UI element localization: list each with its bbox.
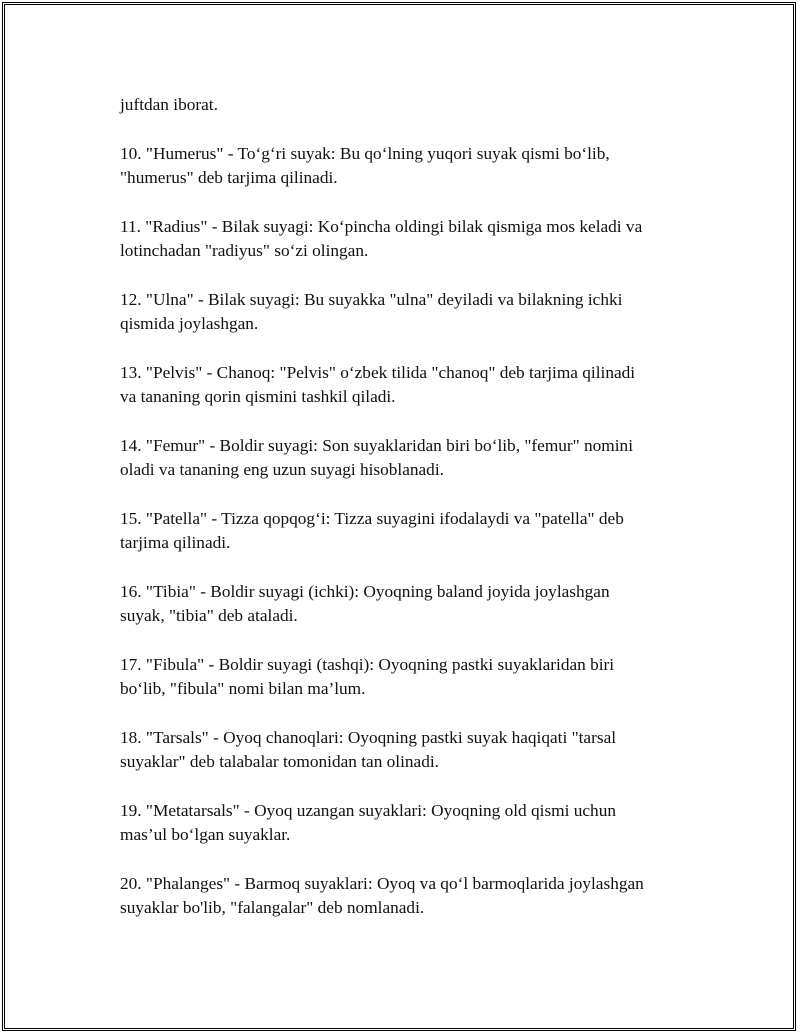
paragraph-radius xyxy=(120,215,700,263)
paragraph-line: 14. "Femur" - Boldir suyagi: Son suyaklaridan biri bo‘lib, "femur" nomini xyxy=(120,436,633,455)
paragraph-fibula xyxy=(120,653,700,701)
paragraph-line: suyaklar bo'lib, "falangalar" deb nomlanadi. xyxy=(120,898,425,917)
paragraph-tibia xyxy=(120,580,700,628)
paragraph-line: bo‘lib, "fibula" nomi bilan ma’lum. xyxy=(120,679,366,698)
paragraph-tarsals xyxy=(120,726,700,774)
paragraph-line: tarjima qilinadi. xyxy=(120,533,231,552)
paragraph-metatarsals xyxy=(120,799,700,847)
paragraph-humerus xyxy=(120,142,700,190)
paragraph-line: 19. "Metatarsals" - Oyoq uzangan suyaklari: Oyoqning old qismi uchun xyxy=(120,801,616,820)
paragraph-line: juftdan iborat. xyxy=(120,95,218,114)
paragraph-ulna xyxy=(120,288,700,336)
page-frame xyxy=(2,2,796,1031)
paragraph-line: 18. "Tarsals" - Oyoq chanoqlari: Oyoqning pastki suyak haqiqati "tarsal xyxy=(120,728,617,747)
paragraph-line: 20. "Phalanges" - Barmoq suyaklari: Oyoq va qo‘l barmoqlarida joylashgan xyxy=(120,874,644,893)
paragraph-line: 13. "Pelvis" - Chanoq: "Pelvis" o‘zbek tilida "chanoq" deb tarjima qilinadi xyxy=(120,363,636,382)
paragraph-line: va tananing qorin qismini tashkil qiladi. xyxy=(120,387,396,406)
paragraph-line: suyak, "tibia" deb ataladi. xyxy=(120,606,298,625)
paragraph-femur xyxy=(120,434,700,482)
paragraph-pelvis xyxy=(120,361,700,409)
paragraph-line: 10. "Humerus" - To‘g‘ri suyak: Bu qo‘lning yuqori suyak qismi bo‘lib, xyxy=(120,144,610,163)
paragraph-line: lotinchadan "radiyus" so‘zi olingan. xyxy=(120,241,369,260)
paragraph-intro xyxy=(120,93,700,117)
paragraph-line: suyaklar" deb talabalar tomonidan tan olinadi. xyxy=(120,752,439,771)
paragraph-line: oladi va tananing eng uzun suyagi hisoblanadi. xyxy=(120,460,444,479)
paragraph-line: 12. "Ulna" - Bilak suyagi: Bu suyakka "ulna" deyiladi va bilakning ichki xyxy=(120,290,623,309)
document-body xyxy=(120,93,700,945)
paragraph-line: 11. "Radius" - Bilak suyagi: Ko‘pincha oldingi bilak qismiga mos keladi va xyxy=(120,217,643,236)
paragraph-line: 15. "Patella" - Tizza qopqog‘i: Tizza suyagini ifodalaydi va "patella" deb xyxy=(120,509,624,528)
paragraph-line: 16. "Tibia" - Boldir suyagi (ichki): Oyoqning baland joyida joylashgan xyxy=(120,582,610,601)
paragraph-line: qismida joylashgan. xyxy=(120,314,259,333)
paragraph-line: "humerus" deb tarjima qilinadi. xyxy=(120,168,338,187)
paragraph-line: 17. "Fibula" - Boldir suyagi (tashqi): Oyoqning pastki suyaklaridan biri xyxy=(120,655,615,674)
paragraph-phalanges xyxy=(120,872,700,920)
paragraph-line: mas’ul bo‘lgan suyaklar. xyxy=(120,825,291,844)
paragraph-patella xyxy=(120,507,700,555)
